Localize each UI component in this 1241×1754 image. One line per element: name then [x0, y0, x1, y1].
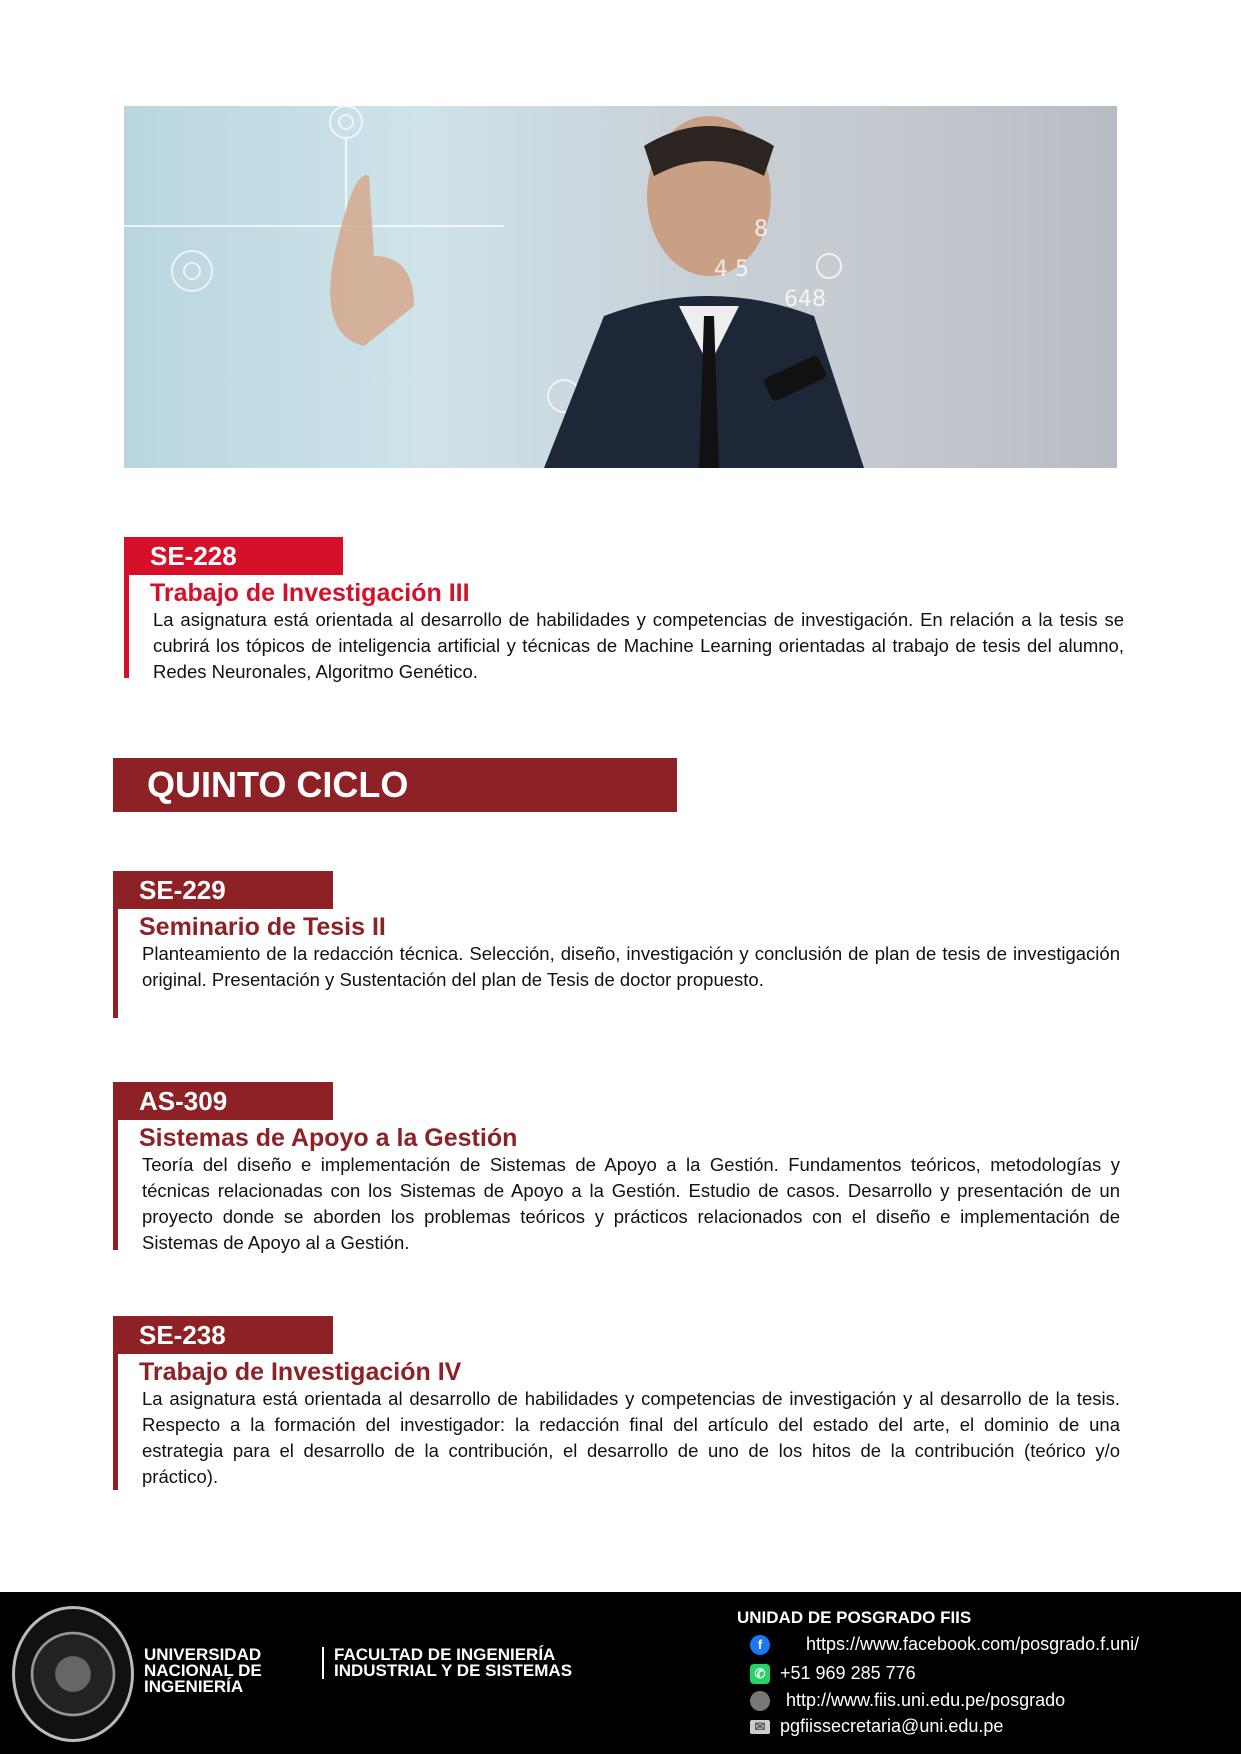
envelope-icon: ✉: [750, 1720, 770, 1734]
course-se-229: [113, 871, 1133, 1018]
whatsapp-icon: ✆: [750, 1664, 770, 1684]
website-contact[interactable]: [750, 1690, 1065, 1711]
svg-text:648: 648: [784, 287, 826, 312]
unit-title: UNIDAD DE POSGRADO FIIS: [737, 1608, 972, 1627]
course-title: Trabajo de Investigación III: [150, 579, 470, 607]
university-name: UNIVERSIDAD NACIONAL DE INGENIERÍA: [144, 1645, 262, 1696]
email-contact[interactable]: [750, 1716, 1003, 1737]
globe-icon: [750, 1691, 770, 1711]
phone-contact: [750, 1663, 916, 1684]
course-se-238: [113, 1316, 1133, 1490]
course-title: Seminario de Tesis II: [139, 913, 386, 941]
svg-text:8: 8: [754, 217, 768, 242]
course-description: La asignatura está orientada al desarrollo de habilidades y competencias de investigación. En relación a la tesis se cubrirá los tópicos de inteligencia artificial y técnicas de Machine Learning orientadas al trabajo de tesis del alumno, Redes Neuronales, Algoritmo Genético.: [153, 609, 1124, 682]
email-link[interactable]: pgfiissecretaria@uni.edu.pe: [780, 1716, 1004, 1736]
facebook-link[interactable]: https://www.facebook.com/posgrado.f.uni/: [806, 1634, 1140, 1654]
cycle-heading: QUINTO CICLO: [113, 758, 677, 812]
footer: [0, 1592, 1241, 1754]
website-link[interactable]: http://www.fiis.uni.edu.pe/posgrado: [786, 1690, 1066, 1710]
svg-text:4 5: 4 5: [714, 257, 749, 282]
course-se-228: [113, 537, 1133, 682]
faculty-name: FACULTAD DE INGENIERÍA INDUSTRIAL Y DE SISTEMAS: [322, 1647, 582, 1679]
course-code: SE-228: [124, 537, 343, 575]
facebook-icon: f: [750, 1635, 770, 1655]
facebook-contact[interactable]: [750, 1634, 1139, 1655]
course-description: La asignatura está orientada al desarrollo de habilidades y competencias de investigación y al desarrollo de la tesis. Respecto a la formación del investigador: la redacción final del artículo del estado del arte, el dominio de una estrategia para el desarrollo de la contribución, el desarrollo de uno de los hitos de la contribución (teórico y/o práctico).: [142, 1388, 1120, 1487]
course-code: AS-309: [113, 1082, 333, 1120]
course-title: Trabajo de Investigación IV: [139, 1358, 462, 1386]
course-code: SE-229: [113, 871, 333, 909]
course-description: Teoría del diseño e implementación de Sistemas de Apoyo a la Gestión. Fundamentos teóricos, metodologías y técnicas relacionadas con los Sistemas de Apoyo a la Gestión. Estudio de casos. Desarrollo y presentación de un proyecto donde se aborden los problemas teóricos y prácticos relacionados con el diseño e implementación de Sistemas de Apoyo al a Gestión.: [142, 1154, 1120, 1253]
course-code: SE-238: [113, 1316, 333, 1354]
hero-image: [124, 106, 1117, 468]
university-seal-logo: [12, 1606, 134, 1742]
phone-number: +51 969 285 776: [780, 1663, 916, 1683]
course-as-309: [113, 1082, 1133, 1253]
course-title: Sistemas de Apoyo a la Gestión: [139, 1124, 518, 1152]
course-description: Planteamiento de la redacción técnica. Selección, diseño, investigación y conclusión de plan de tesis de investigación original. Presentación y Sustentación del plan de Tesis de doctor propuesto.: [142, 943, 1120, 990]
